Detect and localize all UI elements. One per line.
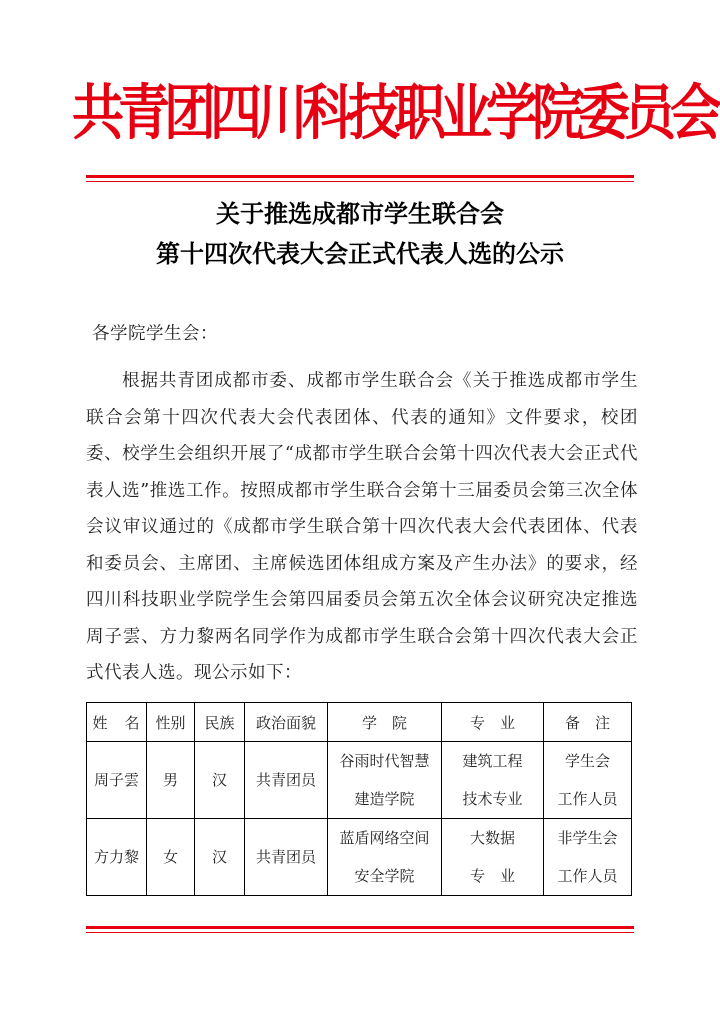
cell-name: 周子雲 [87,742,147,819]
cell-college-line1: 谷雨时代智慧 [339,752,430,770]
organization-header-title: 共青团四川科技职业学院委员会 [72,78,717,149]
header-ethnicity: 民族 [195,703,245,742]
cell-major-line2: 技术专业 [462,790,523,808]
cell-remark-line1: 学生会 [564,752,610,770]
header-gender: 性别 [147,703,195,742]
header-remark: 备 注 [544,703,632,742]
cell-major-line1: 大数据 [469,829,515,847]
header-major: 专 业 [442,703,544,742]
cell-major-line1: 建筑工程 [462,752,523,770]
cell-political-status: 共青团员 [245,819,328,896]
cell-remark [544,742,632,819]
footer-divider-thick [86,926,634,929]
cell-remark-line1: 非学生会 [557,829,618,847]
header-college: 学 院 [328,703,442,742]
table-row [87,742,632,819]
cell-major [442,819,544,896]
table-row [87,819,632,896]
cell-major [442,742,544,819]
salutation: 各学院学生会： [92,324,218,344]
cell-gender: 男 [147,742,195,819]
document-title-line2: 第十四次代表大会正式代表人选的公示 [156,239,564,268]
header-political-status: 政治面貌 [245,703,328,742]
cell-remark-line2: 工作人员 [557,790,618,808]
body-paragraph: 根据共青团成都市委、成都市学生联合会《关于推选成都市学生联合会第十四次代表大会代表团体、代表的通知》文件要求，校团委、校学生会组织开展了“成都市学生联合会第十四次代表大会正式代表人选”推选工作。按照成都市学生联合会第十三届委员会第三次全体会议审议通过的《成都市学生联合第十四次代表大会代表团体、代表和委员会、主席团、主席候选团体组成方案及产生办法》的要求，经四川科技职业学院学生会第四届委员会第五次全体会议研究决定推选周子雲、方力黎两名同学作为成都市学生联合会第十四次代表大会正式代表人选。现公示如下： [86,371,638,683]
cell-college [328,742,442,819]
cell-major-line2: 专 业 [469,867,515,885]
cell-remark-line2: 工作人员 [557,867,618,885]
representatives-table [86,702,632,896]
cell-political-status: 共青团员 [245,742,328,819]
table-header-row [87,703,632,742]
cell-name: 方力黎 [87,819,147,896]
header-divider-thick [86,175,634,178]
header-name: 姓 名 [87,703,147,742]
cell-ethnicity: 汉 [195,742,245,819]
header-divider-thin [86,181,634,182]
document-title-line1: 关于推选成都市学生联合会 [216,199,504,228]
cell-ethnicity: 汉 [195,819,245,896]
cell-college [328,819,442,896]
cell-college-line1: 蓝盾网络空间 [339,829,430,847]
footer-divider-thin [86,932,634,933]
cell-college-line2: 安全学院 [354,867,415,885]
cell-remark [544,819,632,896]
cell-gender: 女 [147,819,195,896]
cell-college-line2: 建造学院 [354,790,415,808]
